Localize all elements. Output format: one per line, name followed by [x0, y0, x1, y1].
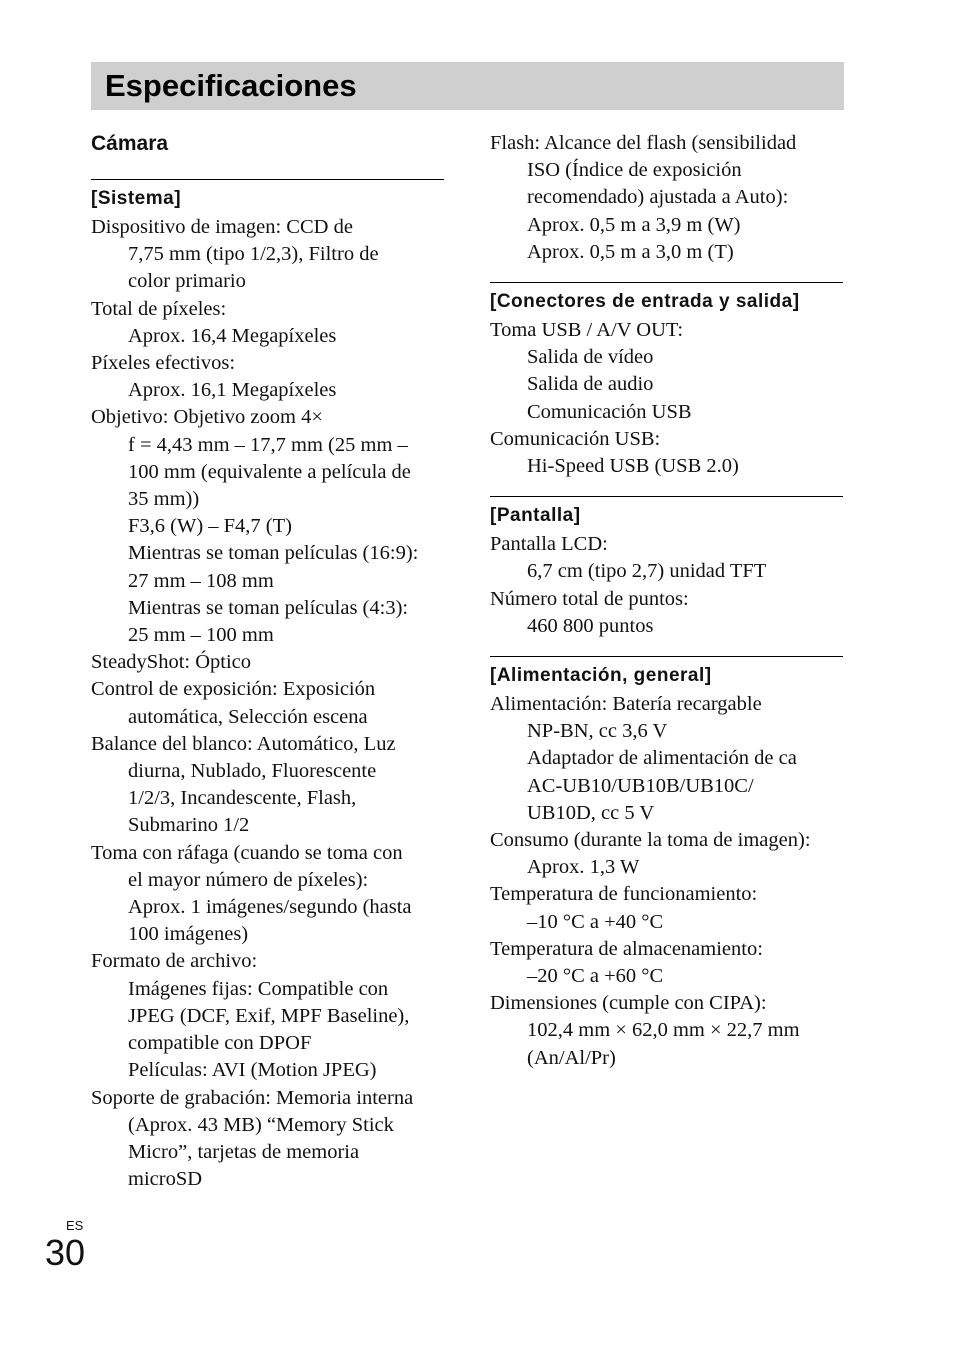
spec-value-line: (An/Al/Pr) — [527, 1046, 616, 1069]
spec-label-line: Control de exposición: Exposición — [91, 678, 376, 701]
spec-value-line: Aprox. 16,1 Megapíxeles — [128, 379, 337, 402]
spec-label-line: Soporte de grabación: Memoria interna — [91, 1086, 414, 1109]
spec-value-line: 25 mm – 100 mm — [128, 624, 274, 647]
spec-label-line: Pantalla LCD: — [490, 533, 608, 556]
camera-heading: Cámara — [91, 132, 169, 155]
spec-value-line: recomendado) ajustada a Auto): — [527, 186, 789, 209]
spec-value-line: –20 °C a +60 °C — [527, 965, 664, 988]
spec-label-line: Total de píxeles: — [91, 297, 227, 320]
spec-value-line: Aprox. 0,5 m a 3,0 m (T) — [527, 240, 734, 263]
spec-value-line: el mayor número de píxeles): — [128, 868, 369, 891]
spec-value-line: 35 mm)) — [128, 488, 200, 511]
spec-value-line: Mientras se toman películas (4:3): — [128, 596, 409, 619]
left-column — [91, 128, 444, 1193]
spec-value-line: 7,75 mm (tipo 1/2,3), Filtro de — [128, 243, 379, 266]
spec-value-line: 460 800 puntos — [527, 614, 654, 637]
spec-label-line: Temperatura de almacenamiento: — [490, 937, 763, 960]
section-spec-list — [490, 691, 843, 1072]
spec-value-line: Comunicación USB — [527, 400, 692, 423]
spec-value-line: F3,6 (W) – F4,7 (T) — [128, 515, 292, 538]
spec-value-line: Mientras se toman películas (16:9): — [128, 542, 419, 565]
spec-value-line: NP-BN, cc 3,6 V — [527, 720, 668, 743]
spec-value-line: 6,7 cm (tipo 2,7) unidad TFT — [527, 560, 767, 583]
spec-value-line: 100 mm (equivalente a película de — [128, 460, 411, 483]
spec-value-line: Aprox. 1 imágenes/segundo (hasta — [128, 896, 412, 919]
spec-value-line: ISO (Índice de exposición — [527, 159, 742, 182]
section-spacer — [490, 480, 843, 496]
spec-value-line: 102,4 mm × 62,0 mm × 22,7 mm — [527, 1019, 800, 1042]
spec-value-line: Adaptador de alimentación de ca — [527, 747, 797, 770]
spec-label-line: SteadyShot: Óptico — [91, 651, 252, 674]
spec-value-line: color primario — [128, 270, 246, 293]
section-title: [Conectores de entrada y salida] — [490, 282, 843, 315]
spec-value-line: –10 °C a +40 °C — [527, 910, 664, 933]
spec-value-line: Imágenes fijas: Compatible con — [128, 977, 389, 1000]
spec-label-line: Número total de puntos: — [490, 587, 689, 610]
section-spec-list — [490, 317, 843, 480]
spec-value-line: compatible con DPOF — [128, 1032, 312, 1055]
spec-value-line: JPEG (DCF, Exif, MPF Baseline), — [128, 1004, 410, 1027]
page-title: Especificaciones — [105, 68, 357, 103]
right-sections — [490, 266, 843, 1072]
spec-label-line: Alimentación: Batería recargable — [490, 693, 762, 716]
spec-label-line: Balance del blanco: Automático, Luz — [91, 732, 396, 755]
spec-value-line: Películas: AVI (Motion JPEG) — [128, 1059, 377, 1082]
spec-value-line: Aprox. 16,4 Megapíxeles — [128, 324, 337, 347]
section-title: [Alimentación, general] — [490, 656, 843, 689]
spec-label-line: Flash: Alcance del flash (sensibilidad — [490, 132, 797, 154]
spec-value-line: 1/2/3, Incandescente, Flash, — [128, 787, 357, 810]
spec-value-line: Salida de audio — [527, 373, 654, 396]
spec-label-line: Dispositivo de imagen: CCD de — [91, 216, 353, 238]
spec-label-line: Comunicación USB: — [490, 427, 661, 450]
sistema-spec-list — [91, 214, 444, 1193]
spec-label-line: Objetivo: Objetivo zoom 4× — [91, 406, 323, 429]
spec-value-line: 27 mm – 108 mm — [128, 569, 274, 592]
page-language-label: ES — [66, 1218, 84, 1233]
spec-value-line: Hi-Speed USB (USB 2.0) — [527, 455, 739, 478]
spec-value-line: AC-UB10/UB10B/UB10C/ — [527, 774, 754, 797]
spec-value-line: microSD — [128, 1168, 203, 1191]
spec-value-line: automática, Selección escena — [128, 705, 368, 728]
spec-value-line: 100 imágenes) — [128, 923, 249, 946]
spec-value-line: diurna, Nublado, Fluorescente — [128, 760, 377, 783]
spec-value-line: Salida de vídeo — [527, 346, 654, 369]
spec-label-line: Formato de archivo: — [91, 950, 258, 973]
spec-value-line: Submarino 1/2 — [128, 814, 250, 837]
spec-value-line: Aprox. 0,5 m a 3,9 m (W) — [527, 213, 741, 236]
spec-label-line: Consumo (durante la toma de imagen): — [490, 829, 811, 852]
page-number: 30 — [45, 1232, 86, 1273]
spec-label-line: Píxeles efectivos: — [91, 352, 236, 375]
spec-label-line: Dimensiones (cumple con CIPA): — [490, 992, 767, 1015]
section-spacer — [490, 266, 843, 282]
spec-value-line: UB10D, cc 5 V — [527, 801, 655, 824]
section-spec-list — [490, 531, 843, 640]
right-column — [490, 130, 843, 1072]
flash-spec-list — [490, 130, 843, 266]
title-bar — [91, 62, 844, 110]
spec-label-line: Toma con ráfaga (cuando se toma con — [91, 841, 403, 864]
section-title-sistema: [Sistema] — [91, 179, 444, 212]
spec-value-line: (Aprox. 43 MB) “Memory Stick — [128, 1113, 394, 1136]
spec-label-line: Toma USB / A/V OUT: — [490, 319, 684, 342]
section-spacer — [490, 640, 843, 656]
spec-label-line: Temperatura de funcionamiento: — [490, 883, 758, 906]
section-title: [Pantalla] — [490, 496, 843, 529]
spec-value-line: f = 4,43 mm – 17,7 mm (25 mm – — [128, 433, 408, 456]
spec-value-line: Aprox. 1,3 W — [527, 856, 640, 879]
spec-value-line: Micro”, tarjetas de memoria — [128, 1140, 360, 1163]
